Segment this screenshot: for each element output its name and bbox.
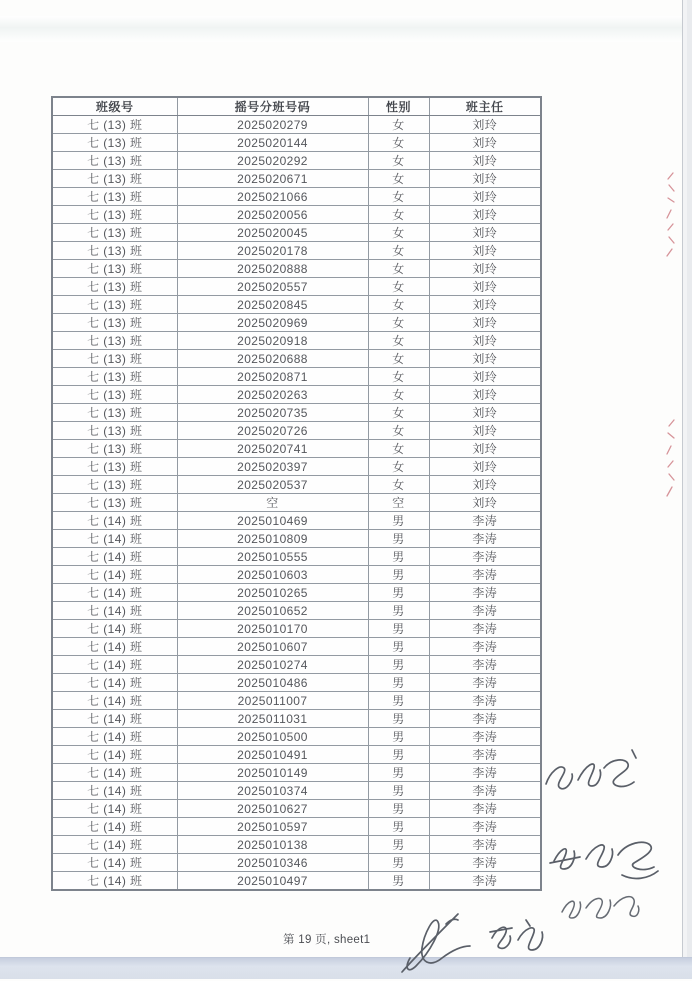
table-cell: 李涛 bbox=[429, 638, 541, 656]
table-cell: 刘玲 bbox=[429, 386, 541, 404]
table-cell: 2025010265 bbox=[177, 584, 368, 602]
table-cell: 男 bbox=[368, 764, 429, 782]
table-cell: 李涛 bbox=[429, 818, 541, 836]
table-cell: 李涛 bbox=[429, 872, 541, 891]
table-cell: 李涛 bbox=[429, 800, 541, 818]
table-row bbox=[52, 422, 541, 440]
table-cell: 2025020871 bbox=[177, 368, 368, 386]
table-row bbox=[52, 746, 541, 764]
table-cell: 2025020726 bbox=[177, 422, 368, 440]
table-cell: 女 bbox=[368, 152, 429, 170]
table-cell: 女 bbox=[368, 458, 429, 476]
table-cell: 2025020671 bbox=[177, 170, 368, 188]
table-row bbox=[52, 548, 541, 566]
table-cell: 李涛 bbox=[429, 530, 541, 548]
table-cell: 2025010274 bbox=[177, 656, 368, 674]
handwritten-signature-footer-name bbox=[482, 916, 548, 967]
table-cell: 七 (13) 班 bbox=[52, 170, 177, 188]
table-cell: 刘玲 bbox=[429, 314, 541, 332]
class-assignment-table bbox=[51, 96, 542, 891]
table-cell: 男 bbox=[368, 548, 429, 566]
table-cell: 女 bbox=[368, 332, 429, 350]
table-cell: 刘玲 bbox=[429, 260, 541, 278]
table-cell: 七 (14) 班 bbox=[52, 530, 177, 548]
table-cell: 李涛 bbox=[429, 566, 541, 584]
table-cell: 2025020292 bbox=[177, 152, 368, 170]
table-cell: 七 (13) 班 bbox=[52, 278, 177, 296]
table-cell: 2025020279 bbox=[177, 116, 368, 134]
table-cell: 女 bbox=[368, 386, 429, 404]
table-cell: 2025011031 bbox=[177, 710, 368, 728]
table-cell: 女 bbox=[368, 296, 429, 314]
table-cell: 七 (14) 班 bbox=[52, 512, 177, 530]
table-cell: 2025010607 bbox=[177, 638, 368, 656]
table-cell: 七 (14) 班 bbox=[52, 710, 177, 728]
table-cell: 女 bbox=[368, 224, 429, 242]
table-cell: 七 (13) 班 bbox=[52, 494, 177, 512]
table-row bbox=[52, 332, 541, 350]
table-cell: 李涛 bbox=[429, 710, 541, 728]
table-row bbox=[52, 836, 541, 854]
table-row bbox=[52, 782, 541, 800]
table-cell: 七 (13) 班 bbox=[52, 332, 177, 350]
table-cell: 刘玲 bbox=[429, 134, 541, 152]
table-cell: 刘玲 bbox=[429, 350, 541, 368]
table-cell: 刘玲 bbox=[429, 332, 541, 350]
page-footer-label: 第 19 页, sheet1 bbox=[283, 934, 371, 946]
table-row bbox=[52, 710, 541, 728]
table-cell: 女 bbox=[368, 170, 429, 188]
table-cell: 女 bbox=[368, 368, 429, 386]
table-cell: 2025010486 bbox=[177, 674, 368, 692]
table-cell: 男 bbox=[368, 620, 429, 638]
table-cell: 刘玲 bbox=[429, 368, 541, 386]
table-cell: 男 bbox=[368, 800, 429, 818]
table-cell: 男 bbox=[368, 710, 429, 728]
table-cell: 七 (14) 班 bbox=[52, 584, 177, 602]
table-cell: 2025010374 bbox=[177, 782, 368, 800]
table-cell: 女 bbox=[368, 422, 429, 440]
header-class-number: 班级号 bbox=[52, 97, 177, 116]
table-cell: 男 bbox=[368, 566, 429, 584]
table-cell: 刘玲 bbox=[429, 224, 541, 242]
handwritten-signature-3 bbox=[556, 886, 642, 929]
table-row bbox=[52, 152, 541, 170]
table-row bbox=[52, 638, 541, 656]
table-row bbox=[52, 170, 541, 188]
table-cell: 七 (14) 班 bbox=[52, 764, 177, 782]
table-cell: 2025010346 bbox=[177, 854, 368, 872]
table-cell: 2025020888 bbox=[177, 260, 368, 278]
table-row bbox=[52, 134, 541, 152]
table-cell: 男 bbox=[368, 746, 429, 764]
table-cell: 女 bbox=[368, 134, 429, 152]
table-cell: 七 (13) 班 bbox=[52, 242, 177, 260]
table-cell: 七 (14) 班 bbox=[52, 800, 177, 818]
table-cell: 七 (13) 班 bbox=[52, 260, 177, 278]
table-cell: 刘玲 bbox=[429, 422, 541, 440]
table-cell: 男 bbox=[368, 818, 429, 836]
table-cell: 李涛 bbox=[429, 512, 541, 530]
table-cell: 刘玲 bbox=[429, 476, 541, 494]
table-cell: 2025020735 bbox=[177, 404, 368, 422]
table-cell: 七 (14) 班 bbox=[52, 656, 177, 674]
table-row bbox=[52, 584, 541, 602]
table-cell: 七 (14) 班 bbox=[52, 782, 177, 800]
table-cell: 七 (14) 班 bbox=[52, 602, 177, 620]
table-cell: 刘玲 bbox=[429, 242, 541, 260]
table-cell: 刘玲 bbox=[429, 152, 541, 170]
header-head-teacher: 班主任 bbox=[429, 97, 541, 116]
table-cell: 七 (14) 班 bbox=[52, 638, 177, 656]
table-cell: 刘玲 bbox=[429, 188, 541, 206]
table-row bbox=[52, 116, 541, 134]
table-cell: 女 bbox=[368, 206, 429, 224]
table-cell: 2025020557 bbox=[177, 278, 368, 296]
table-cell: 刘玲 bbox=[429, 170, 541, 188]
table-cell: 2025010497 bbox=[177, 872, 368, 891]
table-cell: 女 bbox=[368, 476, 429, 494]
table-row bbox=[52, 620, 541, 638]
table-cell: 七 (13) 班 bbox=[52, 152, 177, 170]
table-cell: 刘玲 bbox=[429, 278, 541, 296]
table-cell: 2025020918 bbox=[177, 332, 368, 350]
table-cell: 2025020056 bbox=[177, 206, 368, 224]
table-cell: 刘玲 bbox=[429, 440, 541, 458]
table-cell: 2025010500 bbox=[177, 728, 368, 746]
table-cell: 七 (13) 班 bbox=[52, 368, 177, 386]
table-cell: 2025010149 bbox=[177, 764, 368, 782]
table-cell: 女 bbox=[368, 116, 429, 134]
table-cell: 李涛 bbox=[429, 674, 541, 692]
table-row bbox=[52, 566, 541, 584]
table-row bbox=[52, 296, 541, 314]
table-cell: 七 (13) 班 bbox=[52, 224, 177, 242]
red-watermark-marks-top bbox=[665, 170, 679, 258]
handwritten-signature-1 bbox=[540, 748, 640, 815]
table-cell: 七 (14) 班 bbox=[52, 620, 177, 638]
table-cell: 七 (13) 班 bbox=[52, 476, 177, 494]
table-cell: 七 (13) 班 bbox=[52, 386, 177, 404]
table-cell: 七 (14) 班 bbox=[52, 728, 177, 746]
table-cell: 2025021066 bbox=[177, 188, 368, 206]
table-cell: 七 (13) 班 bbox=[52, 206, 177, 224]
table-cell: 七 (14) 班 bbox=[52, 746, 177, 764]
table-cell: 2025020741 bbox=[177, 440, 368, 458]
table-cell: 2025020178 bbox=[177, 242, 368, 260]
table-cell: 女 bbox=[368, 440, 429, 458]
table-cell: 七 (13) 班 bbox=[52, 314, 177, 332]
table-row bbox=[52, 854, 541, 872]
table-cell: 李涛 bbox=[429, 620, 541, 638]
handwritten-signature-2 bbox=[546, 833, 662, 892]
table-cell: 七 (14) 班 bbox=[52, 566, 177, 584]
table-cell: 男 bbox=[368, 584, 429, 602]
table-cell: 女 bbox=[368, 314, 429, 332]
table-cell: 七 (14) 班 bbox=[52, 692, 177, 710]
table-row bbox=[52, 512, 541, 530]
table-cell: 2025010170 bbox=[177, 620, 368, 638]
table-cell: 男 bbox=[368, 602, 429, 620]
table-row bbox=[52, 764, 541, 782]
header-gender: 性别 bbox=[368, 97, 429, 116]
table-row bbox=[52, 206, 541, 224]
table-body bbox=[52, 116, 541, 891]
table-cell: 七 (13) 班 bbox=[52, 134, 177, 152]
table-cell: 李涛 bbox=[429, 602, 541, 620]
table-cell: 2025011007 bbox=[177, 692, 368, 710]
table-cell: 李涛 bbox=[429, 692, 541, 710]
table-cell: 2025010603 bbox=[177, 566, 368, 584]
table-cell: 男 bbox=[368, 530, 429, 548]
table-cell: 七 (14) 班 bbox=[52, 548, 177, 566]
scan-top-shadow-band bbox=[0, 16, 692, 42]
table-cell: 2025010627 bbox=[177, 800, 368, 818]
table-row bbox=[52, 602, 541, 620]
table-cell: 2025020688 bbox=[177, 350, 368, 368]
table-cell: 七 (13) 班 bbox=[52, 116, 177, 134]
table-cell: 男 bbox=[368, 728, 429, 746]
table-row bbox=[52, 872, 541, 891]
table-cell: 刘玲 bbox=[429, 296, 541, 314]
handwritten-signature-footer-flourish bbox=[396, 908, 476, 981]
table-cell: 男 bbox=[368, 656, 429, 674]
table-cell: 2025010138 bbox=[177, 836, 368, 854]
table-cell: 男 bbox=[368, 692, 429, 710]
table-cell: 七 (13) 班 bbox=[52, 422, 177, 440]
table-cell: 2025020397 bbox=[177, 458, 368, 476]
table-cell: 女 bbox=[368, 260, 429, 278]
table-cell: 男 bbox=[368, 782, 429, 800]
table-cell: 李涛 bbox=[429, 746, 541, 764]
table-header-row bbox=[52, 97, 541, 116]
table-cell: 男 bbox=[368, 836, 429, 854]
table-row bbox=[52, 728, 541, 746]
table-row bbox=[52, 656, 541, 674]
table-cell: 刘玲 bbox=[429, 116, 541, 134]
table-cell: 七 (14) 班 bbox=[52, 836, 177, 854]
table-row bbox=[52, 494, 541, 512]
table-cell: 七 (14) 班 bbox=[52, 854, 177, 872]
table-cell: 女 bbox=[368, 188, 429, 206]
table-cell: 女 bbox=[368, 242, 429, 260]
table-row bbox=[52, 476, 541, 494]
table-cell: 男 bbox=[368, 872, 429, 891]
table-row bbox=[52, 278, 541, 296]
table-cell: 刘玲 bbox=[429, 458, 541, 476]
table-cell: 七 (13) 班 bbox=[52, 458, 177, 476]
table-cell: 李涛 bbox=[429, 656, 541, 674]
table-cell: 女 bbox=[368, 278, 429, 296]
table-row bbox=[52, 188, 541, 206]
table-cell: 女 bbox=[368, 350, 429, 368]
table-cell: 七 (13) 班 bbox=[52, 350, 177, 368]
table-row bbox=[52, 314, 541, 332]
table-row bbox=[52, 674, 541, 692]
table-cell: 空 bbox=[368, 494, 429, 512]
table-cell: 七 (13) 班 bbox=[52, 296, 177, 314]
table-cell: 刘玲 bbox=[429, 404, 541, 422]
table-cell: 男 bbox=[368, 674, 429, 692]
table-row bbox=[52, 386, 541, 404]
table-cell: 七 (14) 班 bbox=[52, 674, 177, 692]
table-row bbox=[52, 692, 541, 710]
red-watermark-marks-bottom bbox=[665, 416, 679, 500]
table-cell: 男 bbox=[368, 854, 429, 872]
table-cell: 李涛 bbox=[429, 764, 541, 782]
table-row bbox=[52, 260, 541, 278]
table-row bbox=[52, 440, 541, 458]
scan-bottom-band bbox=[0, 957, 692, 979]
table-cell: 七 (13) 班 bbox=[52, 188, 177, 206]
table-row bbox=[52, 224, 541, 242]
table-cell: 2025010555 bbox=[177, 548, 368, 566]
page-right-edge bbox=[687, 0, 692, 957]
table-cell: 男 bbox=[368, 638, 429, 656]
table-cell: 2025020144 bbox=[177, 134, 368, 152]
table-row bbox=[52, 404, 541, 422]
table-cell: 李涛 bbox=[429, 782, 541, 800]
table-cell: 2025020969 bbox=[177, 314, 368, 332]
table-cell: 李涛 bbox=[429, 836, 541, 854]
table-row bbox=[52, 530, 541, 548]
table-row bbox=[52, 800, 541, 818]
table-row bbox=[52, 350, 541, 368]
table-cell: 李涛 bbox=[429, 728, 541, 746]
table-cell: 2025020845 bbox=[177, 296, 368, 314]
table-cell: 七 (14) 班 bbox=[52, 818, 177, 836]
table-cell: 2025020045 bbox=[177, 224, 368, 242]
table-cell: 2025010652 bbox=[177, 602, 368, 620]
table-cell: 2025010597 bbox=[177, 818, 368, 836]
table-cell: 女 bbox=[368, 404, 429, 422]
header-lottery-number: 摇号分班号码 bbox=[177, 97, 368, 116]
table-cell: 2025010469 bbox=[177, 512, 368, 530]
table-cell: 李涛 bbox=[429, 584, 541, 602]
table-cell: 男 bbox=[368, 512, 429, 530]
table-row bbox=[52, 368, 541, 386]
table-cell: 2025020263 bbox=[177, 386, 368, 404]
table-cell: 七 (13) 班 bbox=[52, 404, 177, 422]
table-cell: 2025010491 bbox=[177, 746, 368, 764]
table-cell: 李涛 bbox=[429, 548, 541, 566]
table-cell: 李涛 bbox=[429, 854, 541, 872]
table-cell: 2025010809 bbox=[177, 530, 368, 548]
table-cell: 刘玲 bbox=[429, 494, 541, 512]
table-cell: 2025020537 bbox=[177, 476, 368, 494]
table-cell: 空 bbox=[177, 494, 368, 512]
table-row bbox=[52, 242, 541, 260]
table-row bbox=[52, 818, 541, 836]
table-row bbox=[52, 458, 541, 476]
table-cell: 七 (14) 班 bbox=[52, 872, 177, 891]
table-cell: 刘玲 bbox=[429, 206, 541, 224]
table-cell: 七 (13) 班 bbox=[52, 440, 177, 458]
